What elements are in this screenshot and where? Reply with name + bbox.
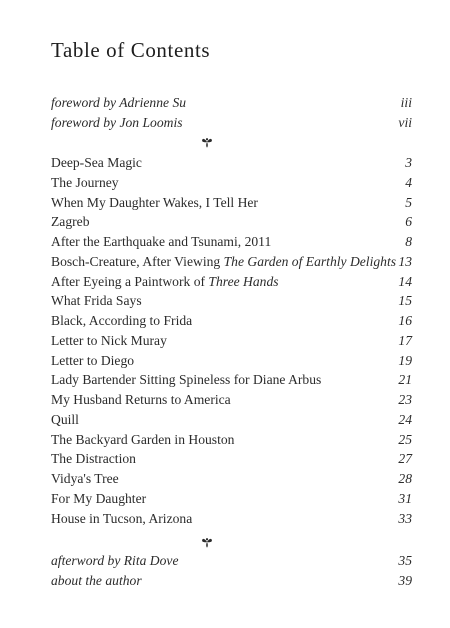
toc-entry[interactable] (51, 291, 412, 311)
entry-title: For My Daughter (51, 490, 147, 506)
toc-entry[interactable] (51, 193, 412, 213)
artwork-title: Three Hands (208, 273, 279, 289)
floral-ornament-icon (200, 135, 214, 149)
entry-page: vii (398, 114, 412, 130)
toc-entry[interactable] (51, 153, 412, 173)
entry-page: 21 (398, 372, 412, 388)
entry-page: 28 (398, 471, 412, 486)
entry-title: Deep-Sea Magic (51, 155, 142, 170)
entry-page: iii (400, 95, 412, 110)
entry-page: 13 (398, 253, 412, 269)
entry-page: 14 (398, 273, 412, 289)
toc-entry[interactable] (51, 489, 412, 509)
entry-title: After the Earthquake and Tsunami, 2011 (51, 234, 272, 249)
entry-title: When My Daughter Wakes, I Tell Her (51, 194, 258, 210)
entry-page: 27 (398, 451, 412, 467)
entry-title: Letter to Diego (51, 352, 135, 368)
toc-entry[interactable] (51, 173, 412, 193)
entry-title: The Backyard Garden in Houston (51, 431, 235, 447)
entry-title: After Eyeing a Paintwork of Three Hands (51, 273, 279, 289)
entry-page: 23 (398, 392, 412, 407)
toc-entry[interactable] (51, 311, 412, 331)
poems-list (51, 153, 412, 528)
entry-page: 4 (405, 174, 412, 190)
entry-title: afterword by Rita Dove (51, 553, 179, 568)
toc-entry[interactable] (51, 351, 412, 371)
toc-entry[interactable] (51, 331, 412, 351)
toc-entry[interactable] (51, 469, 412, 489)
page-title: Table of Contents (51, 38, 211, 62)
entry-title: Vidya's Tree (51, 471, 119, 486)
toc-entry[interactable] (51, 113, 412, 133)
entry-page: 3 (405, 155, 412, 170)
entry-page: 6 (405, 214, 412, 230)
entry-title: My Husband Returns to America (51, 392, 231, 407)
entry-title: about the author (51, 572, 142, 588)
entry-page: 39 (398, 572, 412, 588)
toc-entry[interactable] (51, 571, 412, 591)
toc-entry[interactable] (51, 232, 412, 252)
toc-entry[interactable] (51, 212, 412, 232)
toc-entry[interactable] (51, 390, 412, 410)
entry-title: What Frida Says (51, 293, 142, 309)
toc-entry[interactable] (51, 551, 412, 571)
entry-title: foreword by Adrienne Su (51, 95, 187, 110)
entry-page: 33 (398, 510, 412, 526)
toc-entry[interactable] (51, 252, 412, 272)
entry-page: 17 (398, 332, 412, 348)
entry-page: 8 (405, 234, 412, 249)
entry-title: The Distraction (51, 451, 136, 467)
entry-page: 31 (398, 490, 412, 506)
entry-title: Zagreb (51, 214, 90, 230)
entry-page: 25 (398, 431, 412, 447)
entry-page: 24 (398, 411, 412, 427)
front-matter-list (51, 93, 412, 133)
back-matter-list (51, 551, 412, 591)
entry-page: 15 (398, 293, 412, 309)
toc-entry[interactable] (51, 449, 412, 469)
entry-title: The Journey (51, 174, 119, 190)
entry-title: foreword by Jon Loomis (51, 114, 183, 130)
toc-entry[interactable] (51, 509, 412, 529)
toc-entry[interactable] (51, 410, 412, 430)
artwork-title: The Garden of Earthly Delights (223, 253, 397, 269)
toc-entry[interactable] (51, 430, 412, 450)
entry-title: Quill (51, 411, 79, 427)
entry-title: Lady Bartender Sitting Spineless for Diane Arbus (51, 372, 322, 388)
entry-title: Letter to Nick Muray (51, 332, 167, 348)
entry-title: House in Tucson, Arizona (51, 510, 193, 526)
toc-entry[interactable] (51, 370, 412, 390)
entry-page: 5 (405, 194, 412, 210)
entry-title: Bosch-Creature, After Viewing The Garden of Earthly Delights (51, 253, 397, 269)
entry-title: Black, According to Frida (51, 313, 193, 328)
entry-page: 35 (398, 553, 412, 568)
toc-entry[interactable] (51, 93, 412, 113)
floral-ornament-icon (200, 535, 214, 549)
entry-page: 19 (398, 352, 412, 368)
entry-page: 16 (398, 313, 412, 328)
toc-entry[interactable] (51, 272, 412, 292)
